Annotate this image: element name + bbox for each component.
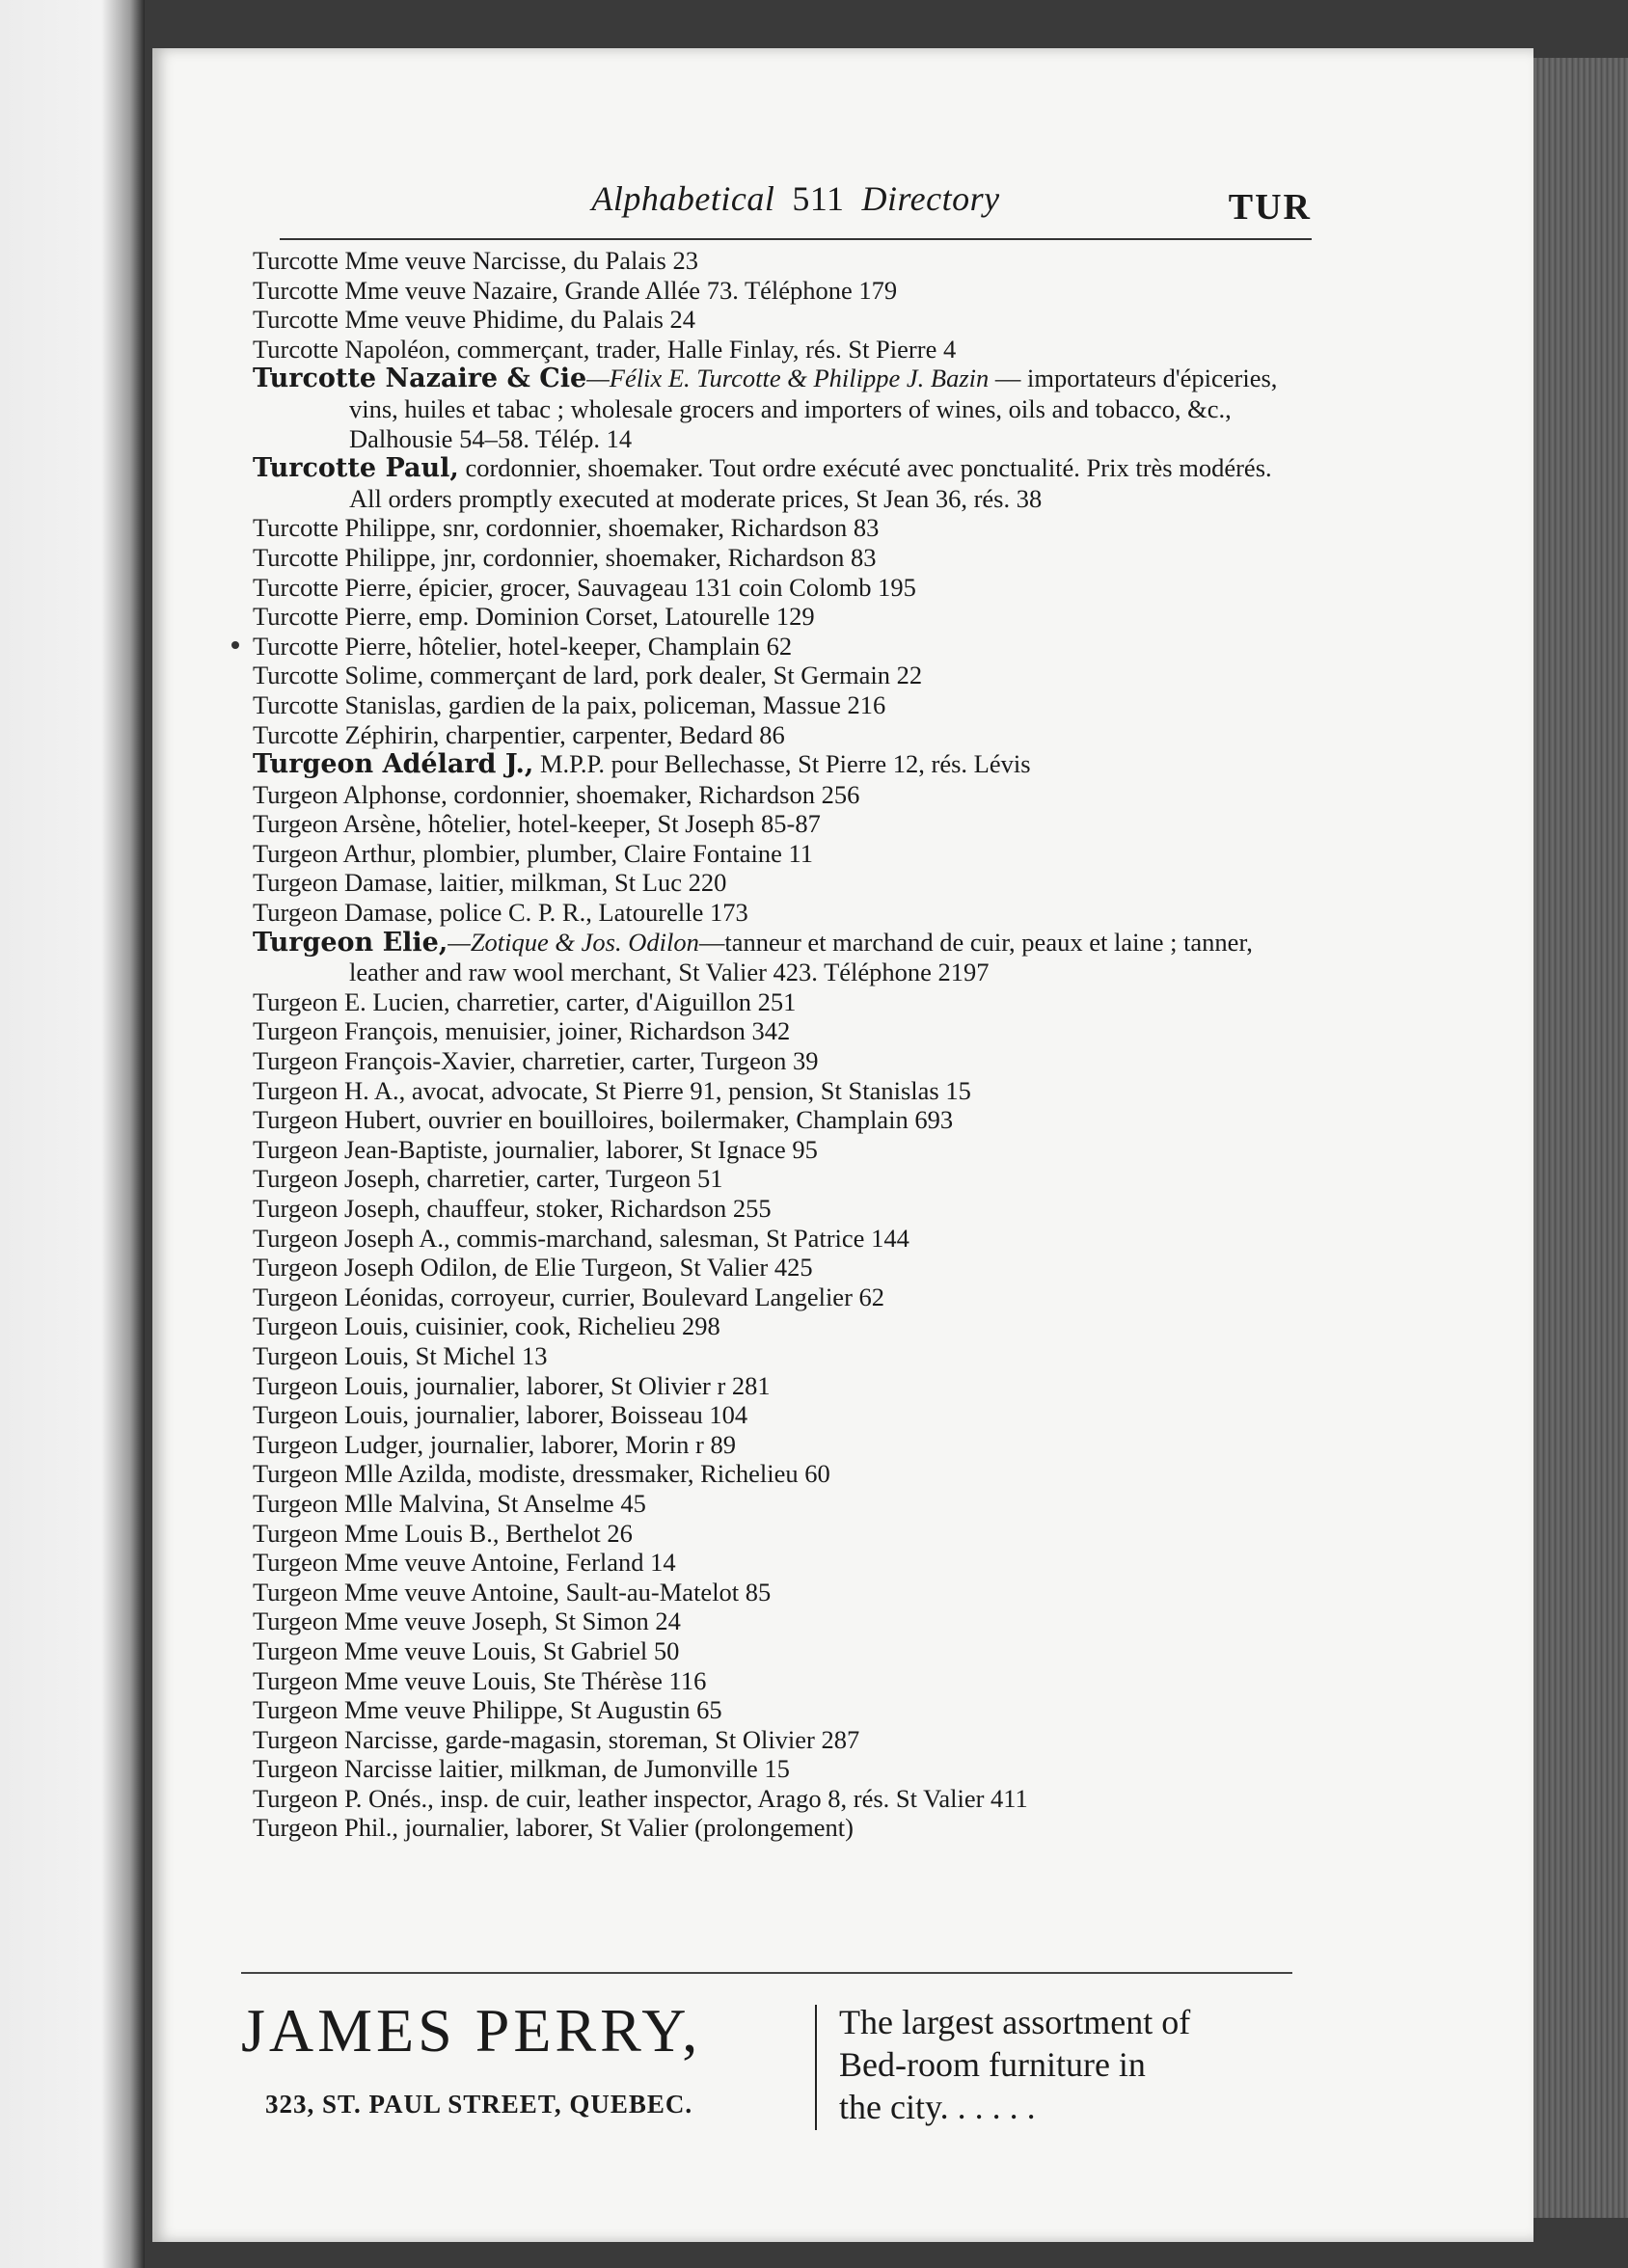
directory-entry: Turgeon Mme veuve Joseph, St Simon 24 [253,1606,681,1636]
margin-dot [231,641,239,649]
ad-business-name: JAMES PERRY, [241,1996,702,2065]
directory-entry: Turcotte Zéphirin, charpentier, carpenter, Bedard 86 [253,719,785,749]
directory-entry: Turgeon Mme veuve Philippe, St Augustin 65 [253,1695,722,1725]
ad-tagline [839,2001,1292,2128]
directory-entry: Turgeon Narcisse laitier, milkman, de Jumonville 15 [253,1754,790,1784]
entry-bold-name: Turcotte Paul, [253,453,459,484]
directory-entry [253,749,1304,780]
directory-entry: Turcotte Pierre, emp. Dominion Corset, Latourelle 129 [253,602,815,632]
entry-details: —tanneur et marchand de cuir, peaux et laine ; tanner, leather and raw wool merchant, St Valier 423. Téléphone 2197 [349,927,1253,987]
directory-entry: Turgeon Léonidas, corroyeur, currier, Boulevard Langelier 62 [253,1282,885,1311]
directory-entry: Turgeon Joseph A., commis-marchand, salesman, St Patrice 144 [253,1223,909,1253]
ad-address: 323, ST. PAUL STREET, QUEBEC. [265,2090,693,2119]
directory-entry: Turgeon Mme veuve Louis, Ste Thérèse 116 [253,1665,707,1695]
directory-entry: Turgeon Mme veuve Antoine, Ferland 14 [253,1548,676,1578]
directory-entry: Turgeon Joseph, chauffeur, stoker, Richardson 255 [253,1194,772,1223]
directory-entry: Turgeon Narcisse, garde-magasin, storeman, St Olivier 287 [253,1724,860,1754]
entry-partners: —Zotique & Jos. Odilon [448,927,699,957]
directory-entry: Turgeon E. Lucien, charretier, carter, d'Aiguillon 251 [253,986,797,1016]
ad-tagline-line: The largest assortment of [839,2003,1191,2041]
directory-entry: Turgeon Alphonse, cordonnier, shoemaker, Richardson 256 [253,779,860,809]
header-rule [280,238,1312,240]
ad-tagline-line: Bed-room furniture in [839,2045,1146,2084]
guide-letters: TUR [1228,187,1312,228]
directory-entry: Turgeon François, menuisier, joiner, Richardson 342 [253,1016,791,1046]
entry-partners: —Félix E. Turcotte & Philippe J. Bazin [586,364,990,393]
directory-entry: Turcotte Stanislas, gardien de la paix, policeman, Massue 216 [253,689,886,719]
directory-entry: Turgeon Phil., journalier, laborer, St Valier (prolongement) [253,1813,854,1843]
directory-entry: Turgeon Mme veuve Louis, St Gabriel 50 [253,1635,680,1665]
directory-entries [253,246,1304,1843]
entry-bold-name: Turgeon Elie, [253,927,448,958]
directory-entry: Turcotte Pierre, hôtelier, hotel-keeper, Champlain 62 [253,631,793,661]
directory-entry: Turgeon Arsène, hôtelier, hotel-keeper, St Joseph 85-87 [253,809,821,839]
directory-entry: Turgeon Louis, cuisinier, cook, Richelieu 298 [253,1311,720,1341]
directory-entry [253,364,1304,453]
directory-entry: Turcotte Philippe, snr, cordonnier, shoemaker, Richardson 83 [253,513,880,543]
directory-entry: Turgeon François-Xavier, charretier, carter, Turgeon 39 [253,1046,819,1076]
directory-entry: Turgeon H. A., avocat, advocate, St Pierre 91, pension, St Stanislas 15 [253,1075,971,1105]
page-number: 511 [792,179,845,218]
directory-entry: Turcotte Mme veuve Phidime, du Palais 24 [253,305,696,335]
entry-details: cordonnier, shoemaker. Tout ordre exécuté avec ponctualité. Prix très modérés. All orders promptly executed at moderate prices, St Jean 36, rés. 38 [349,453,1272,513]
entry-details: — importateurs d'épiceries, vins, huiles et tabac ; wholesale grocers and importers of wines, oils and tobacco, &c., Dalhousie 54–58. Télép. 14 [349,364,1278,453]
running-title [280,178,1312,219]
directory-entry: Turcotte Pierre, épicier, grocer, Sauvageau 131 coin Colomb 195 [253,572,916,602]
advertisement [241,1972,1292,2143]
entry-bold-name: Turgeon Adélard J., [253,749,534,780]
directory-entry: Turgeon Louis, St Michel 13 [253,1340,548,1370]
directory-entry: Turgeon Arthur, plombier, plumber, Claire Fontaine 11 [253,838,813,868]
directory-entry: Turgeon Mme veuve Antoine, Sault-au-Matelot 85 [253,1577,772,1606]
directory-entry: Turgeon Mlle Malvina, St Anselme 45 [253,1488,646,1518]
directory-entry: Turgeon Joseph, charretier, carter, Turgeon 51 [253,1164,723,1194]
directory-entry: Turgeon P. Onés., insp. de cuir, leather inspector, Arago 8, rés. St Valier 411 [253,1783,1028,1813]
directory-entry: Turgeon Damase, laitier, milkman, St Luc 220 [253,868,727,898]
directory-entry: Turcotte Philippe, jnr, cordonnier, shoemaker, Richardson 83 [253,542,877,572]
directory-entry: Turgeon Ludger, journalier, laborer, Morin r 89 [253,1429,736,1459]
entry-bold-name: Turcotte Nazaire & Cie [253,364,587,394]
directory-entry: Turgeon Joseph Odilon, de Elie Turgeon, St Valier 425 [253,1253,813,1282]
directory-entry: Turcotte Napoléon, commerçant, trader, Halle Finlay, rés. St Pierre 4 [253,334,957,364]
left-page-edge [0,0,145,2268]
ad-brace [815,2005,827,2130]
page-header [280,178,1312,246]
directory-entry [253,928,1304,987]
directory-entry: Turgeon Mlle Azilda, modiste, dressmaker, Richelieu 60 [253,1459,830,1489]
ad-tagline-line: the city. . . . . . [839,2088,1036,2126]
directory-entry: Turcotte Mme veuve Narcisse, du Palais 23 [253,246,698,275]
directory-entry: Turgeon Louis, journalier, laborer, St Olivier r 281 [253,1370,771,1400]
directory-entry [253,453,1304,513]
running-title-left: Alphabetical [591,179,775,218]
directory-entry: Turgeon Damase, police C. P. R., Latourelle 173 [253,898,748,928]
directory-entry: Turgeon Louis, journalier, laborer, Boisseau 104 [253,1400,748,1430]
running-title-right: Directory [861,179,1000,218]
entry-details: M.P.P. pour Bellechasse, St Pierre 12, rés. Lévis [533,749,1031,779]
directory-entry: Turcotte Solime, commerçant de lard, pork dealer, St Germain 22 [253,661,923,690]
page-edge-right [1527,58,1628,2218]
directory-entry: Turgeon Hubert, ouvrier en bouilloires, boilermaker, Champlain 693 [253,1105,954,1135]
directory-entry: Turgeon Mme Louis B., Berthelot 26 [253,1518,633,1548]
directory-entry: Turgeon Jean-Baptiste, journalier, laborer, St Ignace 95 [253,1134,818,1164]
directory-entry: Turcotte Mme veuve Nazaire, Grande Allée 73. Téléphone 179 [253,275,898,305]
